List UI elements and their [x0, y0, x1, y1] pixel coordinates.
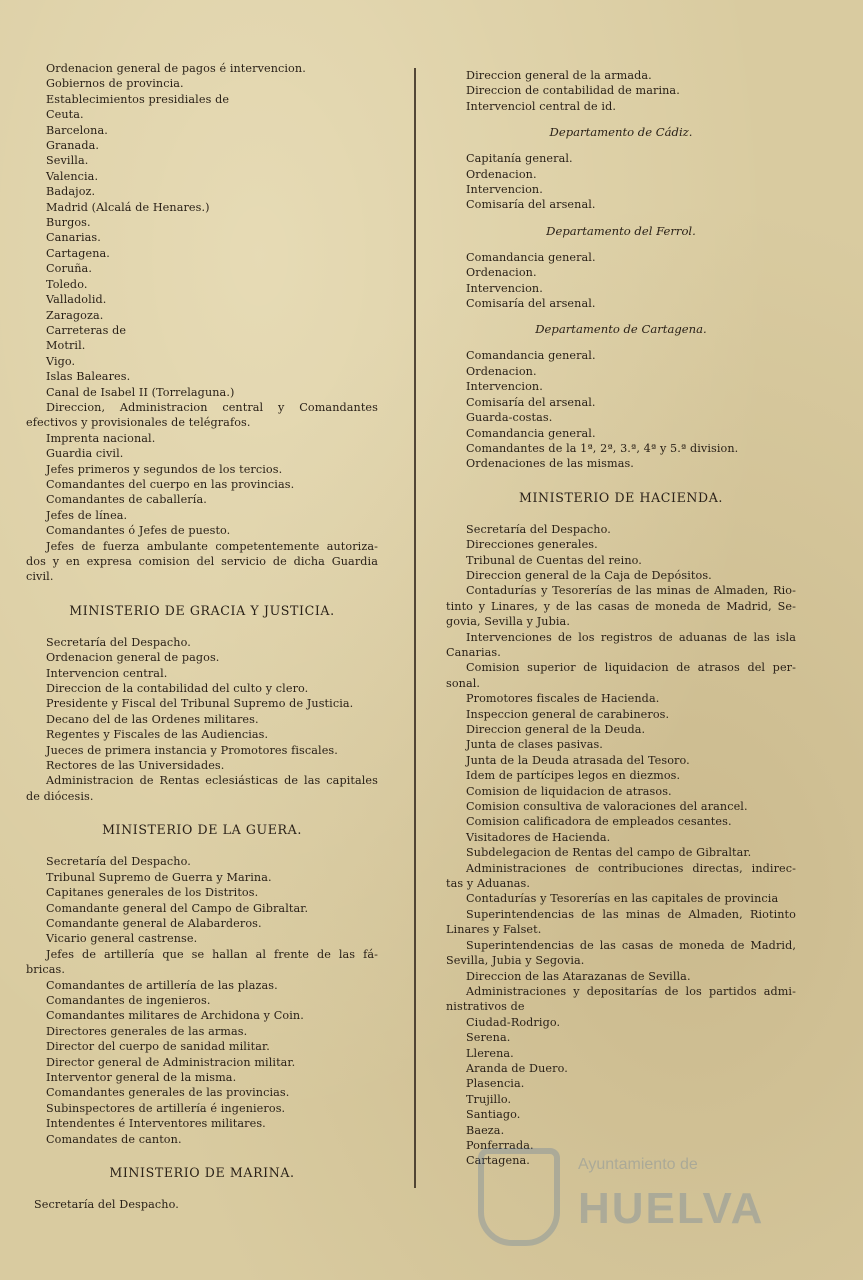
list-item: Secretaría del Despacho.	[46, 635, 191, 649]
list-item: Sevilla.	[46, 154, 89, 168]
list-item: Ponferrada.	[466, 1138, 534, 1152]
list-item: Decano del de las Ordenes militares.	[46, 712, 259, 726]
list-item: Badajoz.	[46, 185, 96, 199]
list-item: Direcciones generales.	[466, 538, 598, 552]
list-item: Contadurías y Tesorerías en las capitales de provincia	[466, 892, 779, 906]
list-item: Islas Baleares.	[46, 370, 131, 384]
list-item: Cartagena.	[46, 246, 110, 260]
list-item: Tribunal Supremo de Guerra y Marina.	[46, 870, 272, 884]
list-item: Administracion de Rentas eclesiásticas de las capitales	[46, 774, 378, 788]
list-item: Aranda de Duero.	[466, 1061, 568, 1075]
list-item: Comandantes del cuerpo en las provincias.	[46, 477, 295, 491]
list-item: Secretaría del Despacho.	[46, 855, 191, 869]
list-item: Zaragoza.	[46, 308, 104, 322]
list-item: Direccion de la contabilidad del culto y clero.	[46, 682, 309, 696]
list-item: Ceuta.	[46, 108, 84, 122]
list-item: Comandancia general.	[466, 426, 596, 440]
list-item: Direccion general de la Deuda.	[466, 723, 646, 736]
list-item: Valencia.	[46, 169, 99, 183]
list-item: Comandantes de la 1ª, 2ª, 3.ª, 4ª y 5.ª division.	[466, 441, 739, 455]
list-item: dos y en expresa comision del servicio de dicha Guardia	[26, 555, 378, 568]
list-item: Tribunal de Cuentas del reino.	[466, 553, 642, 567]
list-item: Subdelegacion de Rentas del campo de Gibraltar.	[466, 846, 752, 860]
list-item: Intendentes é Interventores militares.	[46, 1117, 266, 1131]
list-item: Guarda-costas.	[466, 411, 553, 425]
list-item: Contadurías y Tesorerías de las minas de Almaden, Rio-	[466, 584, 796, 598]
list-item: Capitanes generales de los Distritos.	[46, 886, 259, 900]
right-top-list	[446, 68, 796, 114]
gracia-list	[26, 635, 378, 804]
list-item: Comandancia general.	[466, 250, 596, 264]
list-item: Capitanía general.	[466, 152, 573, 166]
list-item: Plasencia.	[466, 1077, 525, 1091]
list-item: Imprenta nacional.	[46, 431, 156, 445]
list-item: Serena.	[466, 1031, 511, 1045]
hacienda-list	[446, 522, 796, 1169]
list-item: Directores generales de las armas.	[46, 1024, 248, 1038]
list-item: Jefes primeros y segundos de los tercios.	[46, 462, 283, 476]
list-item: Canarias.	[446, 645, 501, 659]
list-item: Toledo.	[46, 277, 88, 291]
list-item: Comandantes ó Jefes de puesto.	[46, 524, 231, 538]
list-item: Granada.	[46, 139, 100, 153]
list-item: Subinspectores de artillería é ingenieros.	[46, 1101, 286, 1115]
list-item: Promotores fiscales de Hacienda.	[466, 692, 660, 706]
list-item: Director general de Administracion militar.	[46, 1055, 296, 1069]
list-item: Direccion general de la Caja de Depósitos.	[466, 568, 712, 582]
guerra-list	[26, 854, 378, 1147]
list-item: Cartagena.	[466, 1154, 530, 1168]
list-item: Burgos.	[46, 216, 91, 230]
list-item: Intervencion.	[466, 183, 543, 197]
list-item: Comision calificadora de empleados cesantes.	[466, 815, 732, 829]
list-item: Intervencion central.	[46, 666, 168, 680]
list-item: Intervenciones de los registros de aduanas de las isla	[466, 630, 796, 644]
list-item: Regentes y Fiscales de las Audiencias.	[46, 728, 269, 742]
list-item: Direccion de contabilidad de marina.	[466, 84, 680, 98]
list-item: Intervenciol central de id.	[466, 99, 617, 113]
list-item: Intervencion.	[466, 380, 543, 394]
watermark-text-bottom: HUELVA	[578, 1184, 765, 1233]
list-item: Comandantes de artillería de las plazas.	[46, 978, 278, 992]
list-item: Superintendencias de las minas de Almaden, Riotinto	[466, 907, 796, 921]
subheading-cadiz: Departamento de Cádiz.	[549, 125, 693, 140]
list-item: Director del cuerpo de sanidad militar.	[46, 1040, 270, 1054]
list-item: Comandantes militares de Archidona y Coin.	[46, 1009, 304, 1023]
list-item: Ciudad-Rodrigo.	[466, 1015, 561, 1029]
list-item: Junta de la Deuda atrasada del Tesoro.	[466, 753, 690, 767]
list-item: Canarias.	[46, 231, 101, 245]
list-item: Madrid (Alcalá de Henares.)	[46, 200, 210, 214]
list-item: Comision superior de liquidacion de atrasos del per-	[466, 661, 796, 675]
list-item: Idem de partícipes legos en diezmos.	[466, 769, 681, 783]
list-item: Direccion general de la armada.	[466, 69, 652, 82]
list-item: bricas.	[26, 963, 66, 977]
list-item: Vicario general castrense.	[46, 932, 198, 946]
section-heading-guerra: MINISTERIO DE LA GUERA.	[102, 822, 302, 838]
list-item: Secretaría del Despacho.	[466, 522, 611, 536]
list-item: Jueces de primera instancia y Promotores fiscales.	[46, 743, 338, 757]
list-item: Valladolid.	[46, 293, 107, 307]
list-item: Trujillo.	[466, 1092, 512, 1106]
list-item: Jefes de fuerza ambulante competentemente autoriza-	[46, 539, 378, 553]
ferrol-list	[446, 250, 796, 312]
subheading-ferrol: Departamento del Ferrol.	[546, 223, 696, 238]
watermark-text-top: Ayuntamiento de	[578, 1156, 698, 1173]
list-item: Comandante general de Alabarderos.	[46, 916, 262, 930]
list-item: Jefes de línea.	[46, 508, 128, 522]
list-item: Comandantes de caballería.	[46, 493, 207, 507]
cartagena-list	[446, 348, 796, 471]
list-item: nistrativos de	[446, 1000, 525, 1014]
list-item: Presidente y Fiscal del Tribunal Supremo de Justicia.	[46, 697, 354, 711]
list-item: Comisaría del arsenal.	[466, 198, 596, 212]
list-item: de diócesis.	[26, 789, 94, 803]
list-item: tinto y Linares, y de las casas de moneda de Madrid, Se-	[446, 599, 796, 613]
column-divider	[414, 68, 416, 1188]
list-item: Gobiernos de provincia.	[46, 77, 184, 91]
list-item: sonal.	[446, 676, 481, 690]
list-item: Ordenaciones de las mismas.	[466, 457, 634, 471]
list-item: Baeza.	[466, 1123, 505, 1137]
list-item: Canal de Isabel II (Torrelaguna.)	[46, 385, 235, 399]
list-item: Direccion de las Atarazanas de Sevilla.	[466, 969, 691, 983]
list-item: Coruña.	[46, 262, 92, 276]
list-item: civil.	[26, 570, 54, 584]
list-item: Ordenacion general de pagos.	[46, 651, 220, 665]
list-item: Llerena.	[466, 1046, 514, 1060]
list-item: Ordenacion.	[466, 266, 537, 280]
list-item: Sevilla, Jubia y Segovia.	[446, 954, 585, 968]
list-item: Junta de clases pasivas.	[466, 738, 603, 752]
list-item: Comandantes generales de las provincias.	[46, 1086, 290, 1100]
list-item: Rectores de las Universidades.	[46, 759, 225, 773]
left-top-list	[26, 61, 378, 585]
list-item: Santiago.	[466, 1108, 521, 1122]
left-column	[26, 61, 378, 1212]
list-item: Comandates de canton.	[46, 1132, 182, 1146]
list-item: Guardia civil.	[46, 447, 124, 461]
list-item: govia, Sevilla y Jubia.	[446, 615, 570, 629]
list-item: Ordenacion.	[466, 167, 537, 181]
list-item: Ordenacion general de pagos é intervencion.	[46, 62, 306, 75]
list-item: efectivos y provisionales de telégrafos.	[26, 416, 251, 430]
list-item: Establecimientos presidiales de	[46, 92, 230, 106]
list-item: Secretaría del Despacho.	[34, 1198, 179, 1211]
section-heading-marina: MINISTERIO DE MARINA.	[109, 1165, 295, 1180]
list-item: Carreteras de	[46, 323, 127, 337]
list-item: Comisaría del arsenal.	[466, 297, 596, 311]
list-item: tas y Aduanas.	[446, 877, 531, 891]
right-column	[446, 68, 796, 1169]
list-item: Comision consultiva de valoraciones del arancel.	[466, 800, 748, 814]
section-heading-gracia: MINISTERIO DE GRACIA Y JUSTICIA.	[69, 602, 335, 618]
shield-logo-icon	[478, 1148, 560, 1246]
section-heading-hacienda: MINISTERIO DE HACIENDA.	[518, 489, 724, 505]
list-item: Intervencion.	[466, 281, 543, 295]
list-item: Comandante general del Campo de Gibraltar.	[46, 901, 309, 915]
list-item: Comisaría del arsenal.	[466, 395, 596, 409]
list-item: Motril.	[46, 339, 86, 353]
list-item: Linares y Falset.	[446, 923, 542, 937]
list-item: Comandancia general.	[466, 349, 596, 363]
list-item: Jefes de artillería que se hallan al frente de las fá-	[46, 947, 378, 961]
list-item: Comandantes de ingenieros.	[46, 993, 211, 1007]
list-item: Direccion, Administracion central y Comandantes	[46, 400, 378, 414]
list-item: Vigo.	[46, 354, 76, 368]
list-item: Visitadores de Hacienda.	[466, 830, 611, 844]
list-item: Inspeccion general de carabineros.	[466, 707, 670, 721]
list-item: Interventor general de la misma.	[46, 1070, 237, 1084]
list-item: Ordenacion.	[466, 364, 537, 378]
archive-watermark	[478, 1140, 798, 1250]
subheading-cartagena: Departamento de Cartagena.	[535, 322, 707, 337]
list-item: Barcelona.	[46, 123, 108, 137]
list-item: Superintendencias de las casas de moneda de Madrid,	[466, 938, 796, 952]
list-item: Administraciones de contribuciones directas, indirec-	[466, 861, 796, 875]
list-item: Administraciones y depositarías de los partidos admi-	[466, 984, 796, 998]
list-item: Comision de liquidacion de atrasos.	[466, 784, 672, 798]
marina-list	[26, 1197, 378, 1212]
cadiz-list	[446, 151, 796, 213]
